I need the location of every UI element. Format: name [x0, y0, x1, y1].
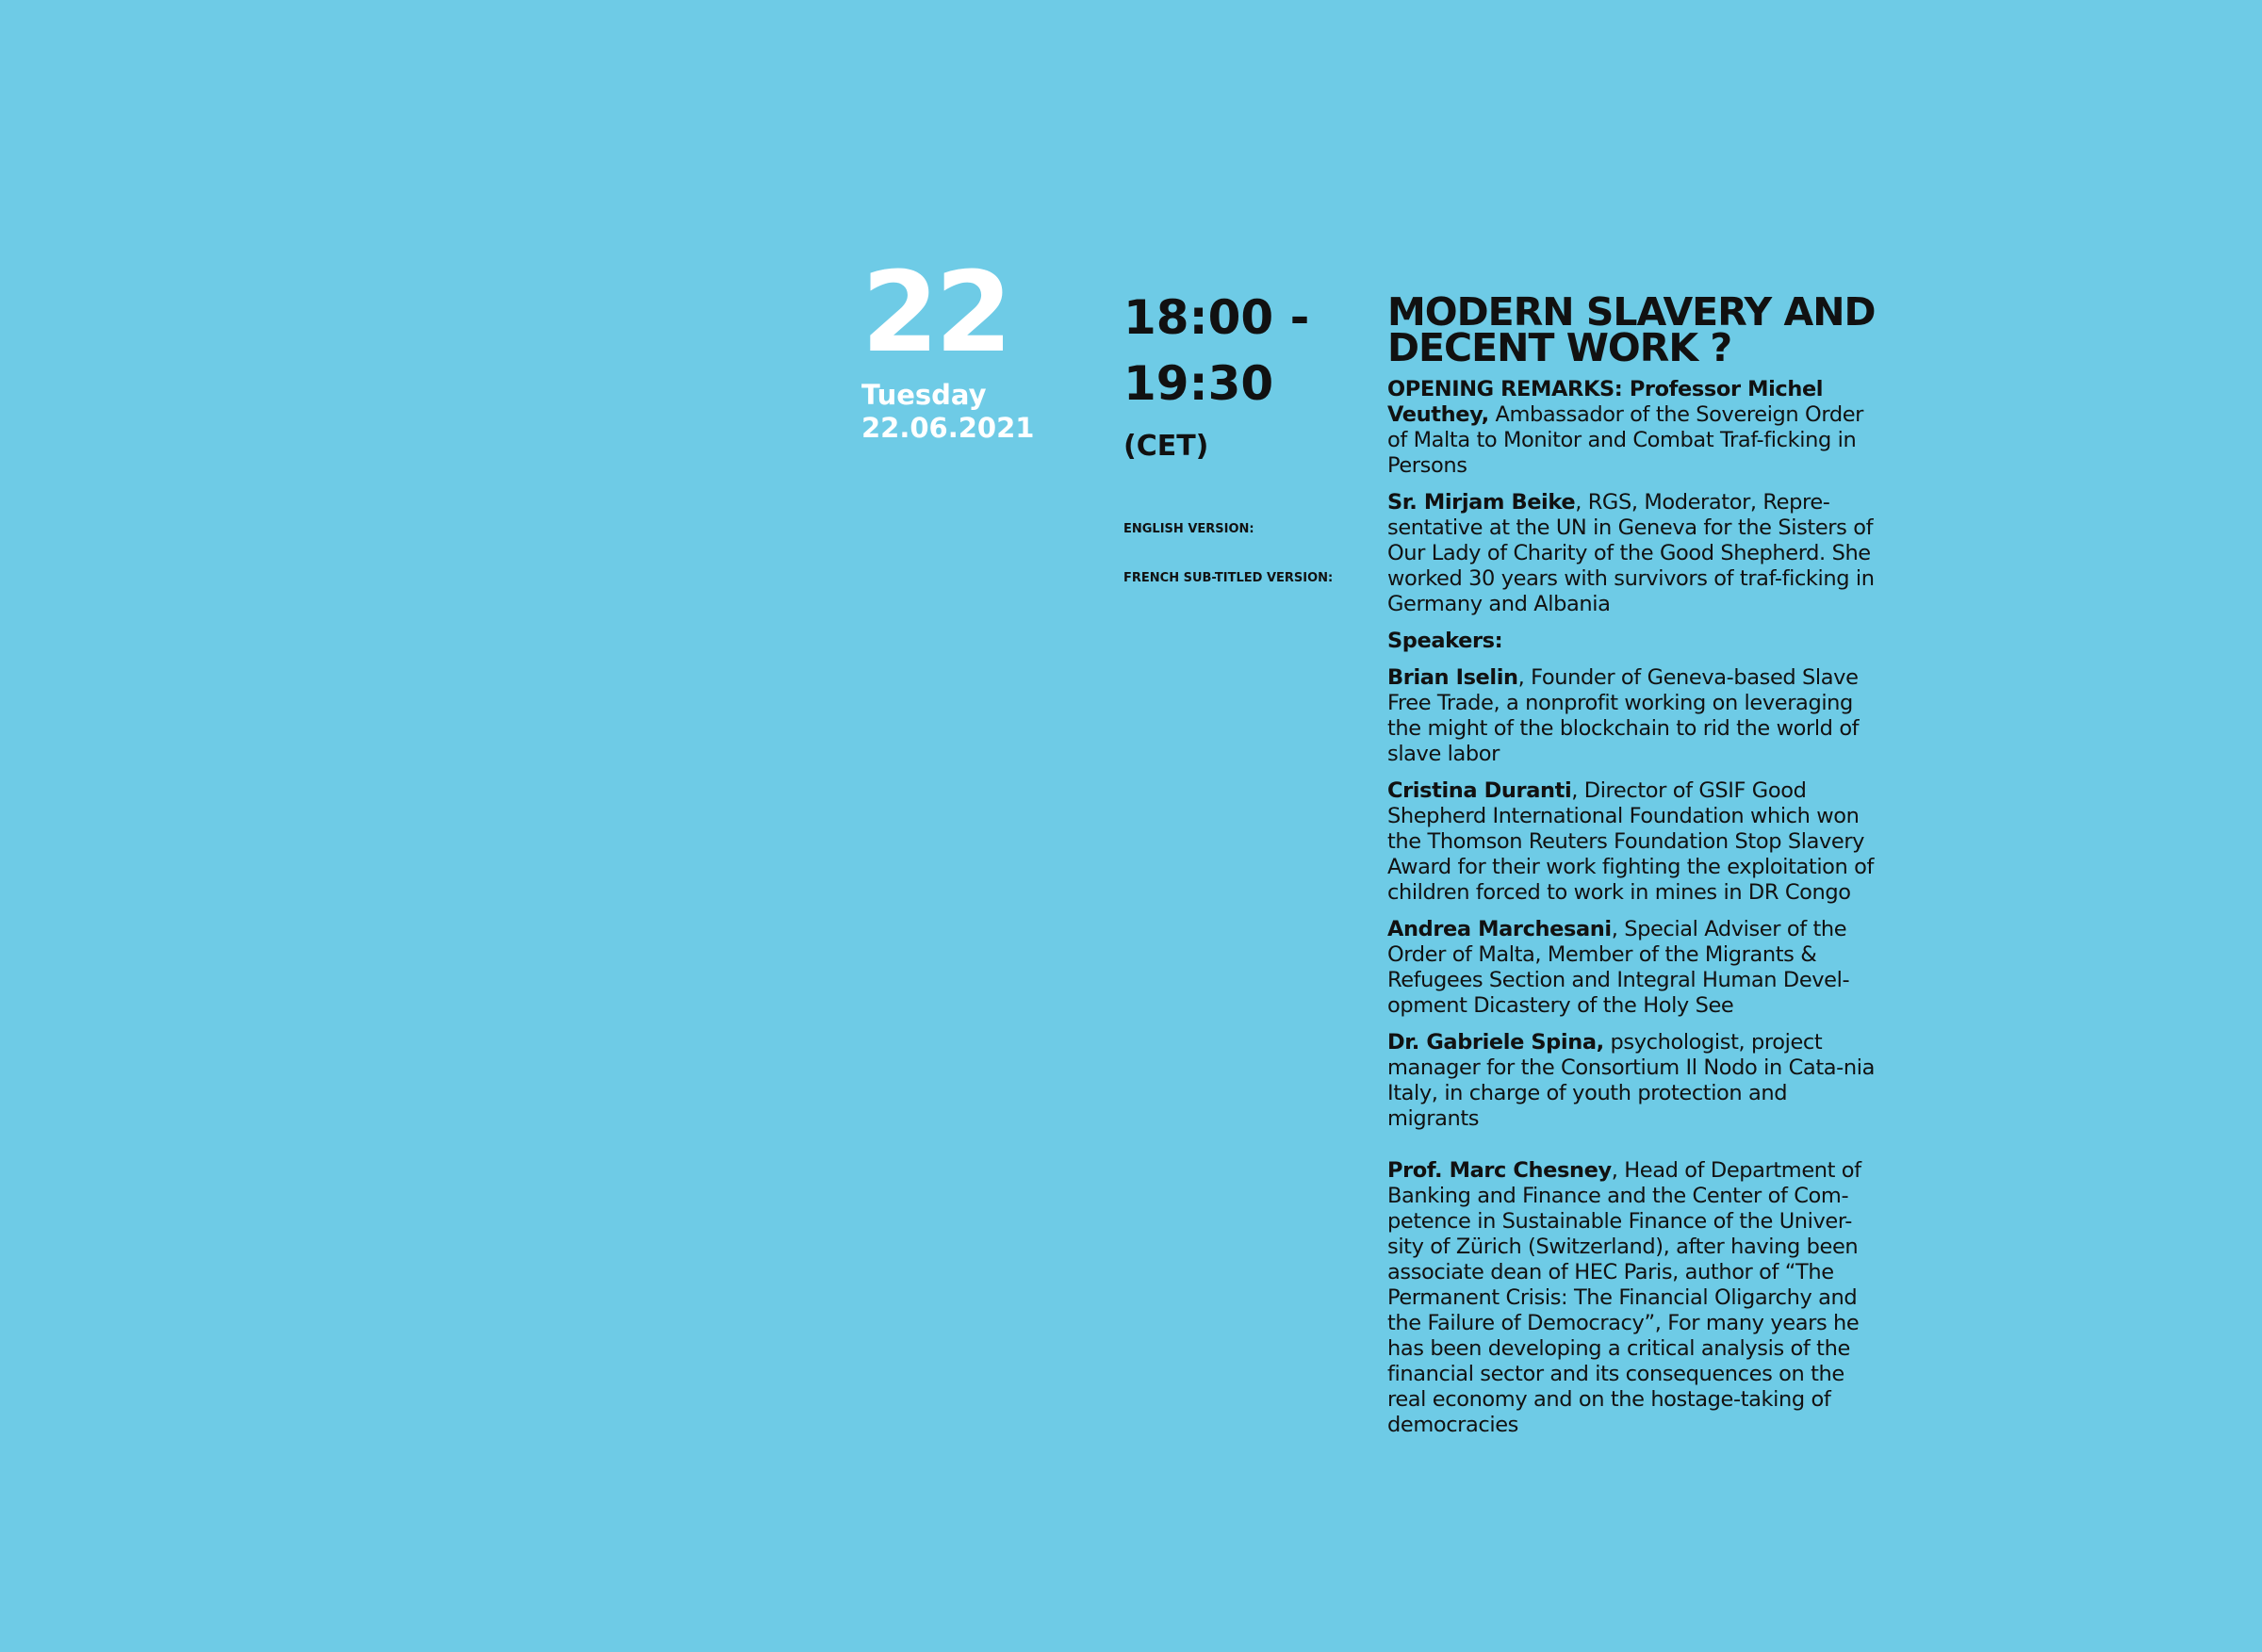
moderator-text: , RGS, Moderator, Repre-sentative at the UN in Geneva for the Sisters of Our Lady of Charity of the Good Shepherd. She worked 30 years with survivors of traf-ficking in Germany and Albania	[1387, 490, 1875, 616]
opening-remarks	[1387, 377, 1877, 479]
time-block	[1123, 285, 1359, 585]
moderator-name: Sr. Mirjam Beike	[1387, 490, 1576, 515]
speaker-item	[1387, 665, 1877, 767]
moderator	[1387, 490, 1877, 617]
timezone: (CET)	[1123, 430, 1209, 463]
event-title-line2: DECENT WORK ?	[1387, 325, 1732, 370]
english-version-label[interactable]: ENGLISH VERSION:	[1123, 522, 1254, 536]
speakers-label: Speakers:	[1387, 629, 1503, 653]
full-date: 22.06.2021	[861, 412, 1035, 444]
speaker-name: Brian Iselin	[1387, 665, 1518, 690]
speaker-bio: , Special Adviser of the Order of Malta, Member of the Migrants & Refugees Section and Integral Human Devel-opment Dicastery of the Holy See	[1387, 917, 1850, 1018]
speaker-bio: , Director of GSIF Good Shepherd International Foundation which won the Thomson Reuters Foundation Stop Slavery Award for their work fighting the exploitation of children forced to work in mines in DR Congo	[1387, 778, 1875, 905]
speaker-name: Andrea Marchesani	[1387, 917, 1612, 941]
time-end: 19:30	[1123, 356, 1274, 411]
speaker-item	[1387, 917, 1877, 1019]
french-version-label[interactable]: FRENCH SUB-TITLED VERSION:	[1123, 571, 1334, 585]
weekday: Tuesday	[861, 379, 987, 411]
event-title	[1387, 289, 1877, 370]
date-block	[861, 247, 1088, 445]
speaker-bio: , Head of Department of Banking and Finance and the Center of Com-petence in Sustainable Finance of the Univer-sity of Zürich (Switzerland), after having been associate dean of HEC Paris, author of “The Permanent Crisis: The Financial Oligarchy and the Failure of Democracy”, For many years he has been developing a critical analysis of the financial sector and its consequences on the real economy and on the hostage-taking of democracies	[1387, 1158, 1861, 1437]
event-content	[1387, 289, 1877, 1449]
opening-text: Ambassador of the Sovereign Order of Malta to Monitor and Combat Traf-ficking in Persons	[1387, 402, 1863, 478]
speaker-item	[1387, 1158, 1877, 1438]
speaker-bio: , Founder of Geneva-based Slave Free Trade, a nonprofit working on leveraging the might of the blockchain to rid the world of slave labor	[1387, 665, 1860, 766]
speaker-name: Prof. Marc Chesney	[1387, 1158, 1612, 1183]
opening-name: OPENING REMARKS: Professor Michel Veuthey,	[1387, 377, 1824, 427]
speaker-name: Cristina Duranti	[1387, 778, 1572, 803]
time-start: 18:00 -	[1123, 290, 1310, 345]
speaker-bio: psychologist, project manager for the Consortium Il Nodo in Cata-nia Italy, in charge of youth protection and migrants	[1387, 1030, 1875, 1131]
spacer	[1387, 1143, 1877, 1158]
speaker-item	[1387, 778, 1877, 906]
speaker-name: Dr. Gabriele Spina,	[1387, 1030, 1604, 1055]
event-title-line1: MODERN SLAVERY AND	[1387, 289, 1876, 335]
speaker-item	[1387, 1030, 1877, 1132]
day-number: 22	[861, 247, 1009, 377]
